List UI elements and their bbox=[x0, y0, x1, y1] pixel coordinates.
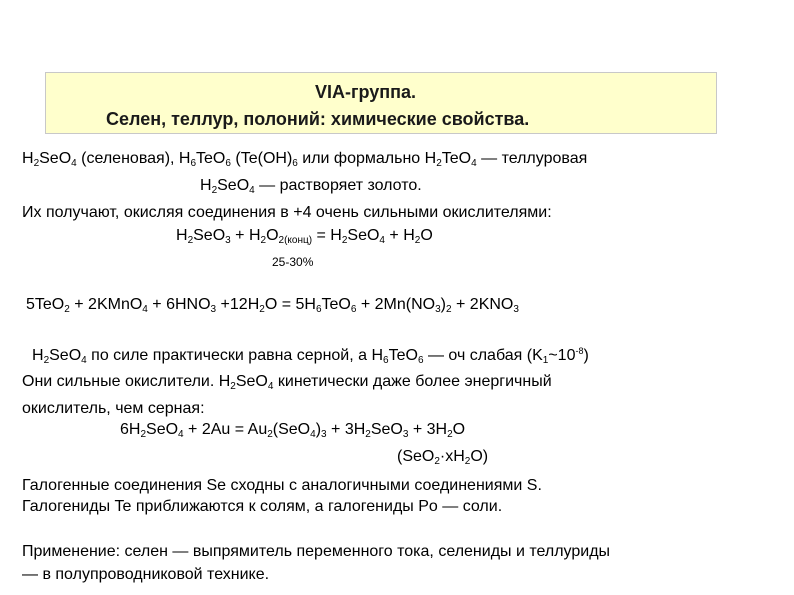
line-halogen-se: Галогенные соединения Se сходны с аналогичными соединениями S. bbox=[22, 477, 542, 494]
title-line-1: VIA-группа. bbox=[315, 82, 417, 102]
equation-1: $H_2SeO_3 + H_2O_{2(конц)} = H_2SeO_4 + H_2O$ bbox=[176, 227, 433, 246]
line-than-sulfuric: окислитель, чем серная: bbox=[22, 400, 205, 417]
hydrate-note: $(SeO_2\cdot xH_2O)$ bbox=[397, 448, 489, 467]
equation-3: $6H_2SeO_4 + 2Au = Au_2(SeO_4)_3 + 3H_2SeO_3 + 3H_2O$ bbox=[120, 421, 466, 440]
line-oxidizers: Они сильные окислители. $H_2SeO_4$ кинетически даже более энергичный bbox=[22, 373, 552, 392]
line-application: Применение: селен — выпрямитель переменного тока, селениды и теллуриды bbox=[22, 543, 611, 560]
line-acids: $H_2SeO_4$ (селеновая), $H_6TeO_6$ ($Te(OH)_6$ или формально $H_2TeO_4$ — теллуровая bbox=[22, 150, 588, 169]
line-acid-strength: $H_2SeO_4$ по силе практически равна серной, а $H_6TeO_6$ — оч слабая $(K_1\sim 10^{-8})$ bbox=[32, 346, 589, 366]
line-preparation: Их получают, окисляя соединения в +4 очень сильными окислителями: bbox=[22, 204, 552, 221]
line-dissolves-gold: $H_2SeO_4$ — растворяет золото. bbox=[200, 177, 422, 196]
title-box bbox=[45, 72, 717, 134]
title-line-2: Селен, теллур, полоний: химические свойства. bbox=[106, 109, 530, 129]
equation-2: 5TeO$_2$ + 2KMnO$_4$ + $6HNO_3 +12H_2O = 5H_6TeO_6 + 2Mn(NO_3)_2 + 2KNO_3$ bbox=[26, 296, 519, 315]
line-halides-te: Галогениды Te приближаются к солям, а галогениды Po — соли. bbox=[22, 498, 503, 515]
line-semiconductors: — в полупроводниковой технике. bbox=[22, 566, 270, 583]
concentration-label: 25-30% bbox=[272, 255, 314, 269]
